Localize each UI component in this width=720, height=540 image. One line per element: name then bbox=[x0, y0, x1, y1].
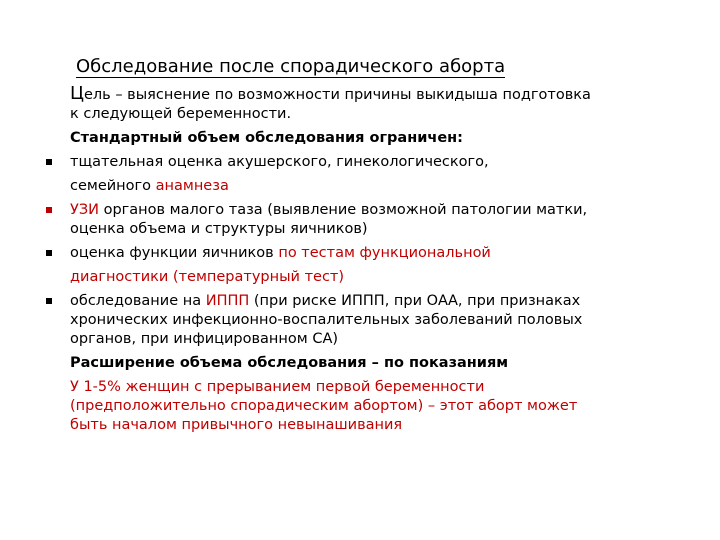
square-bullet-icon bbox=[46, 250, 52, 256]
bullet-4-text-1: обследование на bbox=[70, 293, 206, 309]
bullet-4-text-2: (при риске ИППП, при ОАА, при признаках bbox=[249, 293, 581, 309]
bullet-1-text-1: тщательная оценка акушерского, гинекологического, bbox=[70, 154, 489, 170]
note-text-1: У 1-5% женщин с прерыванием первой беременности bbox=[70, 379, 485, 395]
note-text-3: быть началом привычного невынашивания bbox=[70, 417, 403, 433]
square-bullet-icon bbox=[46, 207, 52, 213]
goal-text-1: ель – выяснение по возможности причины выкидыша подготовка bbox=[83, 87, 591, 103]
bullet-3-text: оценка функции яичников bbox=[70, 245, 279, 261]
bullet-2-text-2: оценка объема и структуры яичников) bbox=[70, 221, 368, 237]
note-line-1 bbox=[46, 378, 706, 397]
goal-text-2: к следующей беременности. bbox=[70, 106, 292, 122]
bullet-3-continuation bbox=[46, 268, 706, 287]
note-line-2 bbox=[46, 397, 706, 416]
goal-first-letter: Ц bbox=[70, 83, 84, 104]
slide-title bbox=[76, 55, 505, 79]
standard-heading-text: Стандартный объем обследования ограничен: bbox=[70, 130, 463, 146]
bullet-2-line-2 bbox=[46, 220, 706, 239]
bullet-1-red-text: анамнеза bbox=[155, 178, 229, 194]
bullet-3-red-text-2: диагностики (температурный тест) bbox=[70, 269, 345, 285]
bullet-3 bbox=[46, 244, 706, 263]
bullet-1-text-2: семейного bbox=[70, 178, 156, 194]
standard-heading bbox=[46, 129, 706, 148]
bullet-4-red-text: ИППП bbox=[205, 293, 250, 309]
bullet-1 bbox=[46, 153, 706, 172]
goal-line-1 bbox=[46, 84, 706, 105]
bullet-3-red-text-1: по тестам функциональной bbox=[278, 245, 491, 261]
square-bullet-icon bbox=[46, 159, 52, 165]
bullet-4-line-2 bbox=[46, 311, 706, 330]
note-text-2: (предположительно спорадическим абортом) – этот аборт может bbox=[70, 398, 578, 414]
expand-heading bbox=[46, 354, 706, 373]
bullet-2-red-text: УЗИ bbox=[70, 202, 99, 218]
bullet-4 bbox=[46, 292, 706, 311]
goal-line-2 bbox=[46, 105, 706, 124]
note-line-3 bbox=[46, 416, 706, 435]
bullet-2 bbox=[46, 201, 706, 220]
slide-body bbox=[46, 84, 706, 435]
bullet-2-text-1: органов малого таза (выявление возможной патологии матки, bbox=[98, 202, 588, 218]
bullet-1-continuation bbox=[46, 177, 706, 196]
bullet-4-line-3 bbox=[46, 330, 706, 349]
square-bullet-icon bbox=[46, 298, 52, 304]
title-text: Обследование после спорадического аборта bbox=[76, 56, 506, 77]
bullet-4-text-4: органов, при инфицированном СА) bbox=[70, 331, 339, 347]
expand-heading-text: Расширение объема обследования – по показаниям bbox=[70, 355, 509, 371]
bullet-4-text-3: хронических инфекционно-воспалительных заболеваний половых bbox=[70, 312, 583, 328]
